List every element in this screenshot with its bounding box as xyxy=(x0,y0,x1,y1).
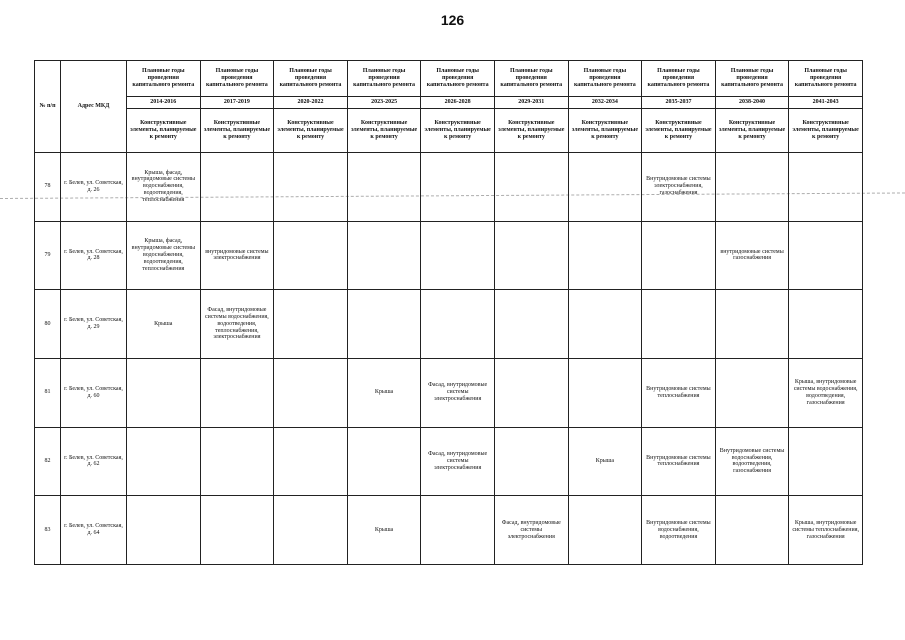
table-row xyxy=(35,427,863,496)
repair-cell xyxy=(568,290,642,359)
row-address: г. Белев, ул. Советская, д. 26 xyxy=(61,153,127,222)
header-row-years xyxy=(35,97,863,109)
header-period-title: Плановые годы проведения капитального ремонта xyxy=(421,61,495,97)
repair-cell xyxy=(642,221,716,290)
header-num: № п/п xyxy=(35,61,61,153)
row-number: 82 xyxy=(35,427,61,496)
repair-cell xyxy=(494,358,568,427)
repair-cell: Внутридомовые системы водоснабжения, водоотведения, газоснабжения xyxy=(715,427,789,496)
repair-cell: Крыша xyxy=(127,290,201,359)
repair-cell xyxy=(642,290,716,359)
repair-cell xyxy=(568,221,642,290)
page-number: 126 xyxy=(440,12,465,28)
repair-cell xyxy=(789,290,863,359)
repair-cell: Фасад, внутридомовые системы электроснабжения xyxy=(421,358,495,427)
header-elements-label: Конструктивные элементы, планируемые к ремонту xyxy=(642,109,716,153)
row-address: г. Белев, ул. Советская, д. 64 xyxy=(61,496,127,565)
header-elements-label: Конструктивные элементы, планируемые к ремонту xyxy=(715,109,789,153)
header-elements-label: Конструктивные элементы, планируемые к ремонту xyxy=(127,109,201,153)
header-row-elements xyxy=(35,109,863,153)
header-period-title: Плановые годы проведения капитального ремонта xyxy=(200,61,274,97)
repair-cell xyxy=(494,290,568,359)
header-elements-label: Конструктивные элементы, планируемые к ремонту xyxy=(568,109,642,153)
repair-cell xyxy=(127,496,201,565)
row-number: 78 xyxy=(35,153,61,222)
header-year-range: 2041-2043 xyxy=(789,97,863,109)
repair-cell xyxy=(347,427,421,496)
repair-cell: внутридомовые системы электроснабжения xyxy=(200,221,274,290)
repair-cell: Внутридомовые системы теплоснабжения xyxy=(642,358,716,427)
repair-cell xyxy=(200,427,274,496)
header-period-title: Плановые годы проведения капитального ремонта xyxy=(568,61,642,97)
table-body xyxy=(35,153,863,565)
repair-cell xyxy=(715,358,789,427)
header-period-title: Плановые годы проведения капитального ремонта xyxy=(789,61,863,97)
repair-cell xyxy=(421,496,495,565)
repair-cell: Крыша, фасад, внутридомовые системы водоснабжения, водоотведения, теплоснабжения xyxy=(127,221,201,290)
header-year-range: 2035-2037 xyxy=(642,97,716,109)
header-period-title: Плановые годы проведения капитального ремонта xyxy=(127,61,201,97)
header-period-title: Плановые годы проведения капитального ремонта xyxy=(715,61,789,97)
table-row xyxy=(35,153,863,222)
repair-cell xyxy=(568,358,642,427)
repair-cell xyxy=(274,496,348,565)
repair-cell: Фасад, внутридомовые системы электроснабжения xyxy=(494,496,568,565)
repair-cell: Фасад, внутридомовые системы электроснабжения xyxy=(421,427,495,496)
capital-repair-plan-table xyxy=(34,60,863,565)
header-elements-label: Конструктивные элементы, планируемые к ремонту xyxy=(421,109,495,153)
repair-cell xyxy=(347,221,421,290)
row-number: 79 xyxy=(35,221,61,290)
header-period-title: Плановые годы проведения капитального ремонта xyxy=(274,61,348,97)
repair-cell xyxy=(421,221,495,290)
repair-cell xyxy=(494,427,568,496)
row-number: 83 xyxy=(35,496,61,565)
table-row xyxy=(35,290,863,359)
repair-cell: Внутридомовые системы теплоснабжения xyxy=(642,427,716,496)
header-year-range: 2038-2040 xyxy=(715,97,789,109)
header-elements-label: Конструктивные элементы, планируемые к ремонту xyxy=(494,109,568,153)
repair-cell xyxy=(347,290,421,359)
header-period-title: Плановые годы проведения капитального ремонта xyxy=(347,61,421,97)
repair-cell xyxy=(568,496,642,565)
header-period-title: Плановые годы проведения капитального ремонта xyxy=(642,61,716,97)
repair-cell xyxy=(789,221,863,290)
header-year-range: 2023-2025 xyxy=(347,97,421,109)
header-year-range: 2020-2022 xyxy=(274,97,348,109)
row-address: г. Белев, ул. Советская, д. 62 xyxy=(61,427,127,496)
header-year-range: 2014-2016 xyxy=(127,97,201,109)
row-address: г. Белев, ул. Советская, д. 60 xyxy=(61,358,127,427)
repair-cell: Крыша xyxy=(568,427,642,496)
repair-cell: Фасад, внутридомовые системы водоснабжения, водоотведения, теплоснабжения, электроснабжения xyxy=(200,290,274,359)
header-year-range: 2029-2031 xyxy=(494,97,568,109)
repair-cell xyxy=(200,496,274,565)
repair-cell xyxy=(715,290,789,359)
repair-cell: Внутридомовые системы водоснабжения, водоотведения xyxy=(642,496,716,565)
repair-cell xyxy=(274,153,348,222)
repair-cell xyxy=(200,358,274,427)
header-elements-label: Конструктивные элементы, планируемые к ремонту xyxy=(200,109,274,153)
repair-cell xyxy=(127,358,201,427)
repair-cell: внутридомовые системы газоснабжения xyxy=(715,221,789,290)
header-row-titles xyxy=(35,61,863,97)
header-elements-label: Конструктивные элементы, планируемые к ремонту xyxy=(347,109,421,153)
header-address: Адрес МКД xyxy=(61,61,127,153)
repair-cell xyxy=(789,153,863,222)
repair-cell xyxy=(715,496,789,565)
header-period-title: Плановые годы проведения капитального ремонта xyxy=(494,61,568,97)
header-year-range: 2032-2034 xyxy=(568,97,642,109)
table-row xyxy=(35,496,863,565)
repair-cell xyxy=(715,153,789,222)
repair-cell xyxy=(274,290,348,359)
repair-cell: Крыша xyxy=(347,496,421,565)
repair-cell xyxy=(200,153,274,222)
header-elements-label: Конструктивные элементы, планируемые к ремонту xyxy=(274,109,348,153)
row-number: 81 xyxy=(35,358,61,427)
repair-cell: Крыша xyxy=(347,358,421,427)
header-elements-label: Конструктивные элементы, планируемые к ремонту xyxy=(789,109,863,153)
repair-cell: Крыша, внутридомовые системы теплоснабжения, газоснабжения xyxy=(789,496,863,565)
row-number: 80 xyxy=(35,290,61,359)
repair-cell: Внутридомовые системы электроснабжения, газоснабжения xyxy=(642,153,716,222)
repair-cell xyxy=(421,153,495,222)
repair-cell xyxy=(274,358,348,427)
repair-cell xyxy=(421,290,495,359)
table-row xyxy=(35,221,863,290)
repair-cell xyxy=(494,221,568,290)
repair-cell xyxy=(347,153,421,222)
row-address: г. Белев, ул. Советская, д. 29 xyxy=(61,290,127,359)
repair-cell: Крыша, внутридомовые системы водоснабжения, водоотведения, газоснабжения xyxy=(789,358,863,427)
repair-cell xyxy=(127,427,201,496)
table-row xyxy=(35,358,863,427)
repair-cell: Крыша, фасад, внутридомовые системы водоснабжения, водоотведения, теплоснабжения xyxy=(127,153,201,222)
header-year-range: 2026-2028 xyxy=(421,97,495,109)
repair-cell xyxy=(568,153,642,222)
table-header xyxy=(35,61,863,153)
header-year-range: 2017-2019 xyxy=(200,97,274,109)
repair-cell xyxy=(789,427,863,496)
repair-cell xyxy=(494,153,568,222)
repair-cell xyxy=(274,427,348,496)
row-address: г. Белев, ул. Советская, д. 28 xyxy=(61,221,127,290)
repair-cell xyxy=(274,221,348,290)
